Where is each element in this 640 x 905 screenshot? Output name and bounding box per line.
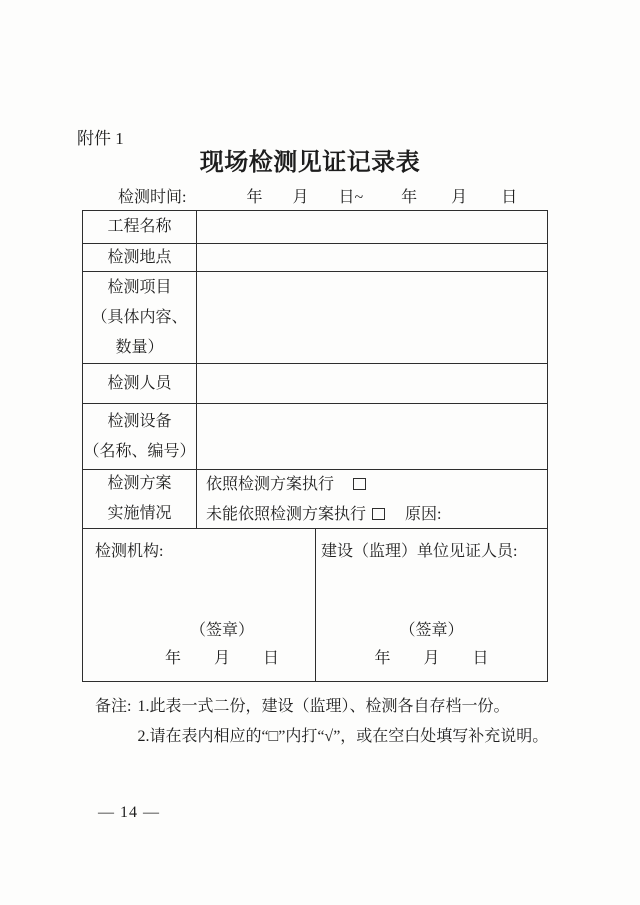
table-row-signatures — [83, 528, 547, 681]
witness-month-label: 月 — [423, 650, 440, 667]
table-row-plan-implementation — [83, 469, 547, 528]
date-from-month-label: 月 — [292, 189, 309, 206]
plan-not-followed-checkbox[interactable] — [372, 508, 385, 520]
testing-agency-signature-cell[interactable] — [83, 529, 316, 681]
reason-label: 原因: — [405, 505, 442, 523]
project-name-label: 工程名称 — [107, 218, 172, 235]
test-equipment-label-cell — [83, 404, 197, 469]
notes-label: 备注: — [95, 698, 132, 715]
date-from-year-label: 年 — [246, 189, 263, 206]
plan-followed-option-label: 依照检测方案执行 — [206, 475, 335, 493]
table-row-test-items — [83, 271, 547, 363]
agency-month-label: 月 — [213, 650, 230, 667]
test-time-row — [118, 184, 517, 207]
witness-day-label: 日 — [472, 650, 489, 667]
record-form-table — [82, 210, 548, 682]
project-name-input[interactable] — [197, 211, 547, 243]
plan-not-followed-option — [206, 506, 547, 523]
test-equipment-input[interactable] — [197, 404, 547, 469]
test-location-label: 检测地点 — [107, 248, 172, 266]
testing-agency-label: 检测机构: — [95, 543, 164, 560]
plan-implementation-label-line1: 检测方案 — [107, 475, 172, 492]
project-name-label-cell — [83, 211, 197, 243]
plan-implementation-label-line2: 实施情况 — [107, 505, 172, 522]
testing-agency-date-line — [129, 645, 315, 668]
attachment-label: 附件 1 — [77, 129, 124, 148]
test-personnel-label-cell — [83, 364, 197, 403]
plan-followed-option — [206, 476, 547, 493]
page-title: 现场检测见证记录表 — [199, 150, 421, 176]
table-row-test-personnel — [83, 363, 547, 403]
witness-seal-label: （签章） — [399, 622, 464, 639]
page-number: — 14 — — [98, 804, 160, 821]
testing-agency-seal-block — [83, 617, 315, 681]
test-equipment-label-line1: 检测设备 — [107, 412, 172, 430]
notes-block — [95, 692, 548, 752]
date-to-year-label: 年 — [401, 189, 418, 206]
test-items-label-line3: 数量） — [115, 338, 164, 356]
test-personnel-input[interactable] — [197, 364, 547, 403]
test-items-input[interactable] — [197, 272, 547, 363]
plan-implementation-label-cell — [83, 470, 197, 528]
plan-implementation-options-cell — [197, 470, 547, 528]
witness-signature-cell[interactable] — [316, 529, 547, 681]
test-items-label-cell — [83, 272, 197, 363]
notes-lines — [137, 692, 548, 752]
table-row-project-name — [83, 211, 547, 243]
witness-seal-block — [316, 617, 547, 681]
date-to-day-label: 日 — [501, 189, 518, 206]
date-to-month-label: 月 — [451, 189, 468, 206]
test-items-label-line1: 检测项目 — [107, 278, 172, 296]
test-personnel-label: 检测人员 — [107, 374, 172, 392]
note-line-2: 2.请在表内相应的“□”内打“√”，或在空白处填写补充说明。 — [137, 728, 549, 745]
witness-year-label: 年 — [374, 650, 391, 667]
testing-agency-seal-label: （签章） — [189, 622, 254, 639]
note-line-1: 1.此表一式二份，建设（监理）、检测各自存档一份。 — [137, 698, 510, 715]
date-from-group — [246, 184, 363, 207]
plan-followed-checkbox[interactable] — [353, 478, 366, 490]
plan-not-followed-option-label: 未能依照检测方案执行 — [206, 505, 367, 523]
agency-day-label: 日 — [263, 650, 280, 667]
witness-date-line — [316, 645, 547, 668]
witness-label: 建设（监理）单位见证人员: — [321, 543, 518, 560]
test-items-label-line2: （具体内容、 — [91, 308, 188, 326]
table-row-test-equipment — [83, 403, 547, 469]
test-equipment-label-line2: （名称、编号） — [83, 442, 196, 460]
test-location-input[interactable] — [197, 244, 547, 271]
test-time-label: 检测时间: — [118, 189, 187, 206]
date-from-day-label: 日~ — [338, 189, 364, 206]
date-to-group — [401, 184, 517, 207]
agency-year-label: 年 — [164, 650, 181, 667]
table-row-test-location — [83, 243, 547, 271]
test-location-label-cell — [83, 244, 197, 271]
